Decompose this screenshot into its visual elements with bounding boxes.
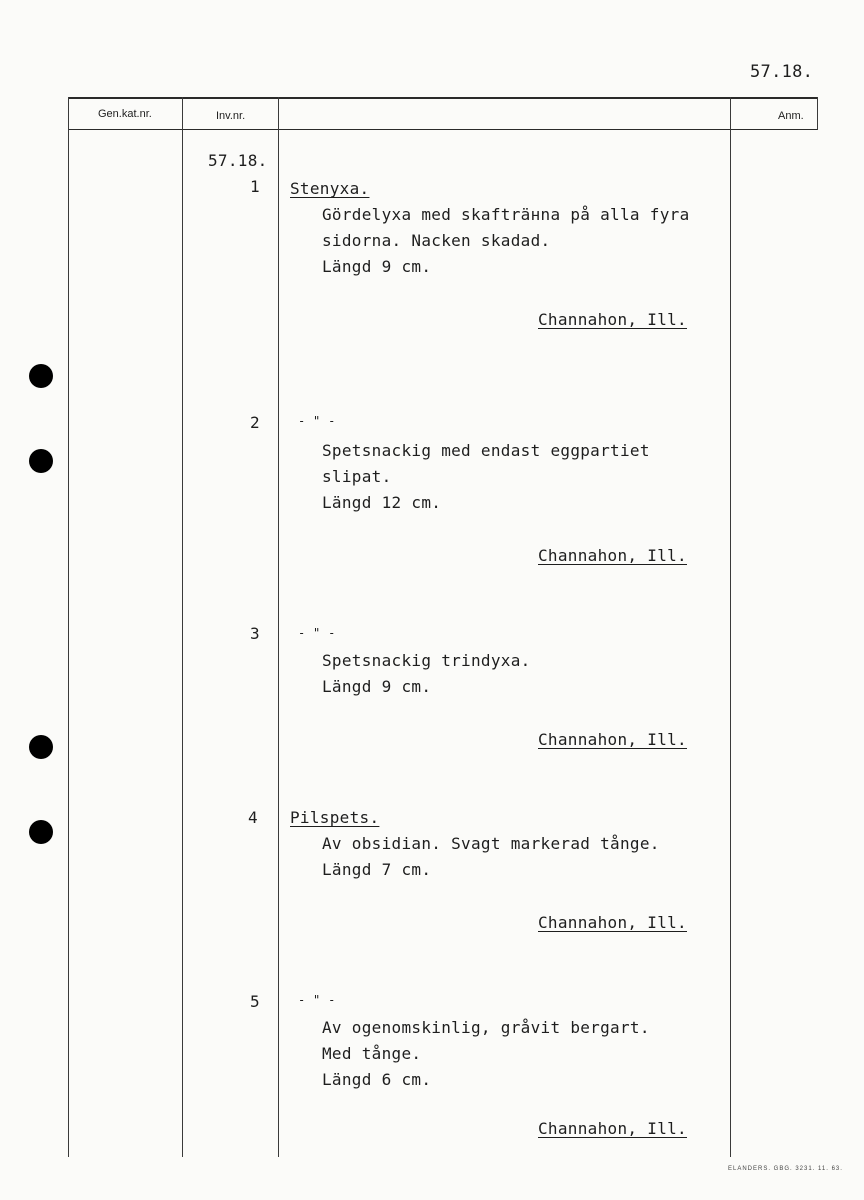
entry-ditto-mark: - " - [298, 993, 336, 1007]
entry-title: Stenyxa. [290, 179, 370, 198]
header-inv-nr: Inv.nr. [216, 110, 246, 122]
entry-description-line: slipat. [322, 467, 392, 486]
locality-text: Channahon, Ill. [538, 913, 687, 932]
entry-description-line: Gördelyxa med skafträнna på alla fyra [322, 205, 690, 224]
column-divider [68, 97, 69, 1157]
locality-text: Channahon, Ill. [538, 546, 687, 565]
locality-text: Channahon, Ill. [538, 1119, 687, 1138]
punch-hole [29, 364, 53, 388]
locality-text: Channahon, Ill. [538, 310, 687, 329]
punch-hole [29, 820, 53, 844]
entry-title: Pilspets. [290, 808, 380, 827]
entry-description-line: Med tånge. [322, 1044, 422, 1063]
entry-description-line: Längd 6 cm. [322, 1070, 432, 1089]
entry-locality [538, 310, 687, 329]
entry-description-line: Längd 9 cm. [322, 257, 432, 276]
entry-description-line: Längd 9 cm. [322, 677, 432, 696]
header-top-rule [68, 97, 818, 99]
punch-hole [29, 735, 53, 759]
column-divider [278, 97, 279, 1157]
entry-description-line: Spetsnackig med endast eggpartiet [322, 441, 650, 460]
entry-number: 1 [250, 177, 260, 196]
section-number: 57.18. [208, 151, 268, 170]
entry-locality [538, 730, 687, 749]
entry-number: 5 [250, 992, 260, 1011]
entry-description-line: Längd 7 cm. [322, 860, 432, 879]
entry-description-line: sidorna. Nacken skadad. [322, 231, 551, 250]
printer-footer: ELANDERS. GBG. 3231. 11. 63. [728, 1166, 843, 1172]
header-gen-kat-nr: Gen.kat.nr. [98, 108, 152, 120]
column-divider [730, 97, 731, 1157]
entry-description-line: Av obsidian. Svagt markerad tånge. [322, 834, 660, 853]
entry-description-line: Av ogenomskinlig, gråvit bergart. [322, 1018, 650, 1037]
page-number: 57.18. [750, 62, 814, 82]
punch-hole [29, 449, 53, 473]
header-bottom-rule [68, 129, 818, 130]
entry-locality [538, 1119, 687, 1138]
entry-number: 4 [248, 808, 258, 827]
entry-number: 3 [250, 624, 260, 643]
column-divider [817, 97, 818, 130]
entry-locality [538, 913, 687, 932]
entry-number: 2 [250, 413, 260, 432]
entry-description-line: Spetsnackig trindyxa. [322, 651, 531, 670]
column-divider [182, 97, 183, 1157]
entry-description-line: Längd 12 cm. [322, 493, 442, 512]
entry-ditto-mark: - " - [298, 414, 336, 428]
locality-text: Channahon, Ill. [538, 730, 687, 749]
entry-locality [538, 546, 687, 565]
entry-ditto-mark: - " - [298, 626, 336, 640]
header-anm: Anm. [778, 110, 804, 122]
